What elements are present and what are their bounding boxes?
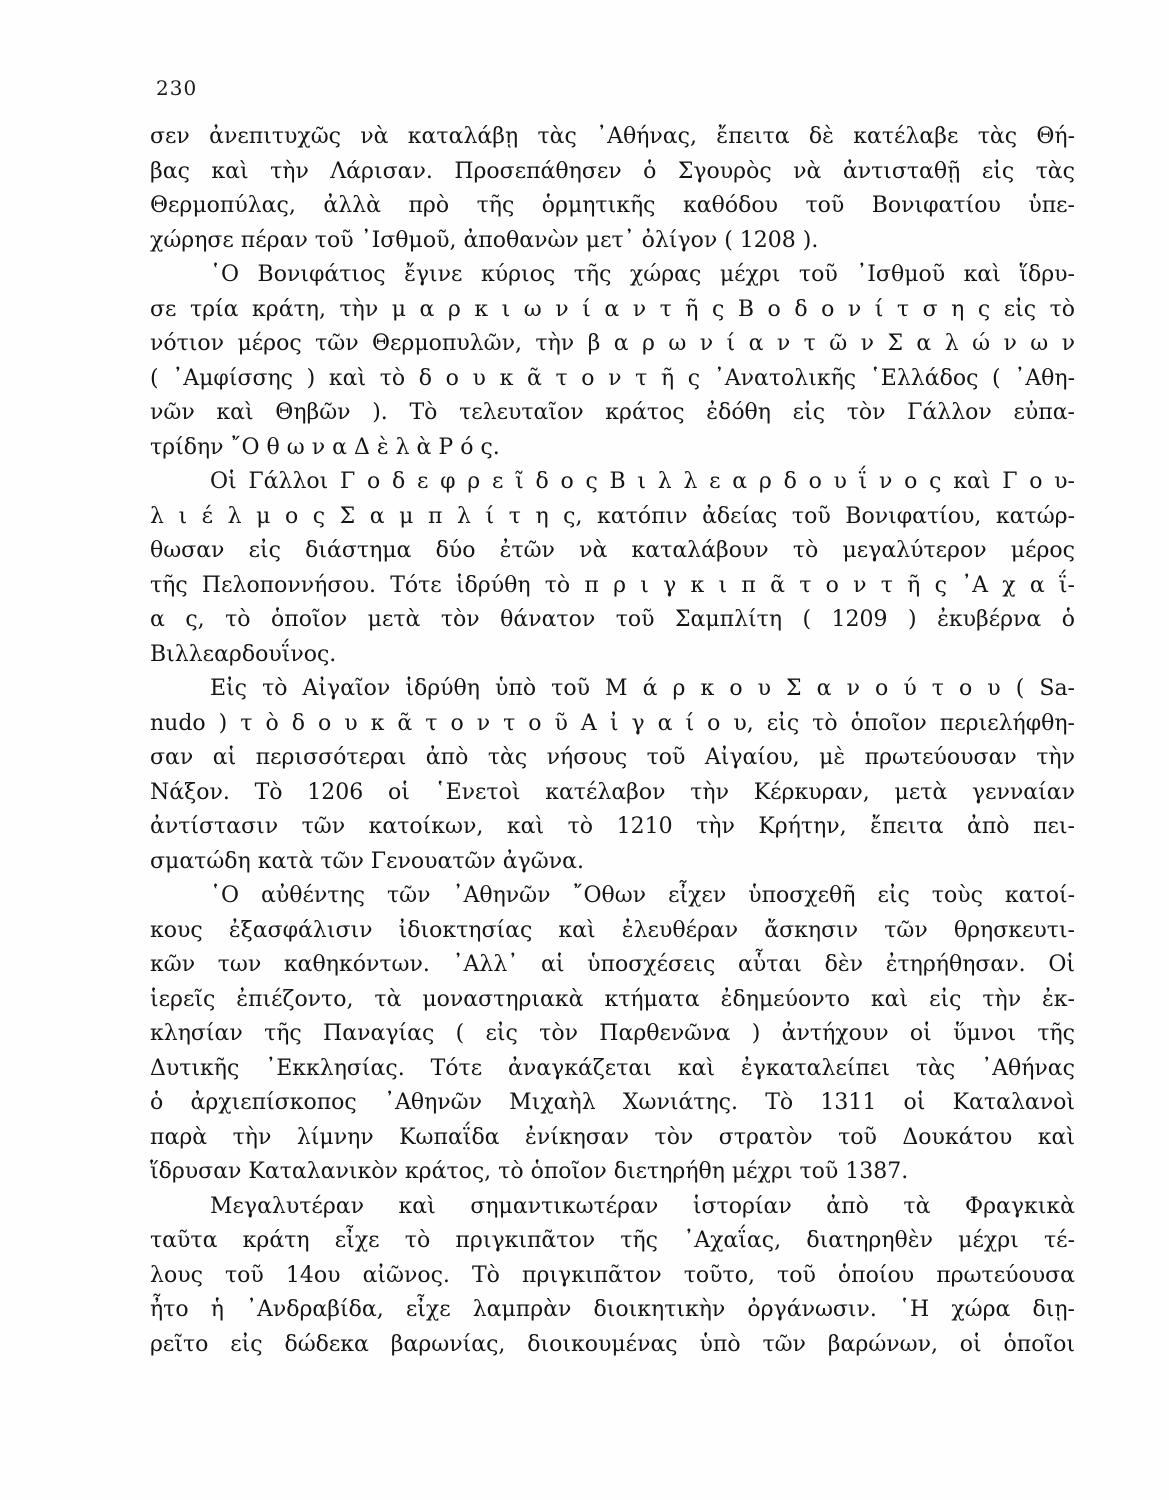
text-line: παρὰ τὴν λίμνην Κωπαΐδα ἐνίκησαν τὸν στρατὸν τοῦ Δουκάτου καὶ <box>150 1124 1075 1150</box>
text-line: κλησίαν τῆς Παναγίας ( εἰς τὸν Παρθενῶνα ) ἀντήχουν οἱ ὕμνοι τῆς <box>150 1021 1075 1046</box>
text-line: νῶν καὶ Θηβῶν ). Τὸ τελευταῖον κράτος ἐδόθη εἰς τὸν Γάλλον εὐπα- <box>150 400 1075 425</box>
text-line: ταῦτα κράτη εἶχε τὸ πριγκιπᾶτον τῆς ᾿Αχαΐας, διατηρηθὲν μέχρι τέ- <box>150 1228 1075 1253</box>
text-line: ἀντίστασιν τῶν κατοίκων, καὶ τὸ 1210 τὴν Κρήτην, ἔπειτα ἀπὸ πει- <box>150 814 1075 839</box>
text-line: ( ᾿Αμφίσσης ) καὶ τὸ δ ο υ κ ᾶ τ ο ν τ ῆ ς ᾿Ανατολικῆς ῾Ελλάδος ( ᾿Αθη- <box>150 365 1075 391</box>
text-line: λους τοῦ 14ου αἰῶνος. Τὸ πριγκιπᾶτον τοῦτο, τοῦ ὁποίου πρωτεύουσα <box>150 1262 1075 1288</box>
text-line: νότιον μέρος τῶν Θερμοπυλῶν, τὴν β α ρ ω ν ί α ν τ ῶ ν Σ α λ ώ ν ω ν <box>150 331 1075 356</box>
text-line: σεν ἀνεπιτυχῶς νὰ καταλάβῃ τὰς ᾿Αθήνας, ἔπειτα δὲ κατέλαβε τὰς Θή- <box>150 124 1075 149</box>
text-line: κῶν των καθηκόντων. ᾿Αλλ᾿ αἱ ὑποσχέσεις αὗται δὲν ἐτηρήθησαν. Οἱ <box>150 952 1075 977</box>
text-line: σε τρία κράτη, τὴν μ α ρ κ ι ω ν ί α ν τ ῆ ς Β ο δ ο ν ί τ σ η ς εἰς τὸ <box>150 296 1075 322</box>
text-line: Μεγαλυτέραν καὶ σημαντικωτέραν ἱστορίαν ἀπὸ τὰ Φραγκικὰ <box>210 1193 1075 1219</box>
text-line: χώρησε πέραν τοῦ ᾿Ισθμοῦ, ἀποθανὼν μετ᾿ ὀλίγον ( 1208 ). <box>150 227 819 253</box>
text-line: ῾Ο Βονιφάτιος ἔγινε κύριος τῆς χώρας μέχρι τοῦ ᾿Ισθμοῦ καὶ ἵδρυ- <box>210 262 1075 287</box>
text-line: ρεῖτο εἰς δώδεκα βαρωνίας, διοικουμένας ὑπὸ τῶν βαρώνων, οἱ ὁποῖοι <box>150 1331 1075 1357</box>
page-number: 230 <box>156 76 198 100</box>
text-line: Οἱ Γάλλοι Γ ο δ ε φ ρ ε ῖ δ ο ς Β ι λ λ ε α ρ δ ο υ ΐ ν ο ς καὶ Γ ο υ- <box>210 469 1075 494</box>
text-line: τῆς Πελοποννήσου. Τότε ἱδρύθη τὸ π ρ ι γ κ ι π ᾶ τ ο ν τ ῆ ς ᾿Α χ α ΐ- <box>150 572 1075 598</box>
text-line: τρίδην ῎Ο θ ω ν α Δ ὲ λ ὰ Ρ ό ς. <box>150 434 500 460</box>
text-line: κους ἐξασφάλισιν ἰδιοκτησίας καὶ ἐλευθέραν ἄσκησιν τῶν θρησκευτι- <box>150 917 1075 943</box>
text-line: ἦτο ἡ ᾿Ανδραβίδα, εἶχε λαμπρὰν διοικητικὴν ὀργάνωσιν. ῾Η χώρα διῃ- <box>150 1297 1075 1322</box>
text-line: Εἰς τὸ Αἰγαῖον ἱδρύθη ὑπὸ τοῦ Μ ά ρ κ ο υ Σ α ν ο ύ τ ο υ ( Sa- <box>210 676 1075 701</box>
text-line: ἱερεῖς ἐπιέζοντο, τὰ μοναστηριακὰ κτήματα ἐδημεύοντο καὶ εἰς τὴν ἐκ- <box>150 986 1075 1012</box>
text-line: Θερμοπύλας, ἀλλὰ πρὸ τῆς ὁρμητικῆς καθόδου τοῦ Βονιφατίου ὑπε- <box>150 193 1075 218</box>
text-line: θωσαν εἰς διάστημα δύο ἐτῶν νὰ καταλάβουν τὸ μεγαλύτερον μέρος <box>150 538 1075 563</box>
text-line: ἵδρυσαν Καταλανικὸν κράτος, τὸ ὁποῖον διετηρήθη μέχρι τοῦ 1387. <box>150 1159 909 1184</box>
text-line: ὁ ἀρχιεπίσκοπος ᾿Αθηνῶν Μιχαὴλ Χωνιάτης. Τὸ 1311 οἱ Καταλανοὶ <box>150 1090 1075 1115</box>
text-line: ῾Ο αὐθέντης τῶν ᾿Αθηνῶν ῎Οθων εἶχεν ὑποσχεθῆ εἰς τοὺς κατοί- <box>210 883 1075 908</box>
text-line: nudo ) τ ὸ δ ο υ κ ᾶ τ ο ν τ ο ῦ Α ἰ γ α ί ο υ, εἰς τὸ ὁποῖον περιελήφθη- <box>150 710 1075 736</box>
text-line: σαν αἱ περισσότεραι ἀπὸ τὰς νήσους τοῦ Αἰγαίου, μὲ πρωτεύουσαν τὴν <box>150 745 1075 770</box>
text-line: Βιλλεαρδουΐνος. <box>150 641 337 667</box>
body-text <box>150 120 1075 1362</box>
text-line: σματώδη κατὰ τῶν Γενουατῶν ἀγῶνα. <box>150 848 584 874</box>
text-line: Δυτικῆς ᾿Εκκλησίας. Τότε ἀναγκάζεται καὶ ἐγκαταλείπει τὰς ᾿Αθήνας <box>150 1055 1075 1081</box>
text-line: α ς, τὸ ὁποῖον μετὰ τὸν θάνατον τοῦ Σαμπλίτη ( 1209 ) ἐκυβέρνα ὁ <box>150 607 1075 632</box>
text-line: λ ι έ λ μ ο ς Σ α μ π λ ί τ η ς, κατόπιν ἀδείας τοῦ Βονιφατίου, κατώρ- <box>150 503 1075 529</box>
text-line: Νάξον. Τὸ 1206 οἱ ῾Ενετοὶ κατέλαβον τὴν Κέρκυραν, μετὰ γενναίαν <box>150 779 1075 805</box>
text-line: βας καὶ τὴν Λάρισαν. Προσεπάθησεν ὁ Σγουρὸς νὰ ἀντισταθῇ εἰς τὰς <box>150 158 1075 184</box>
